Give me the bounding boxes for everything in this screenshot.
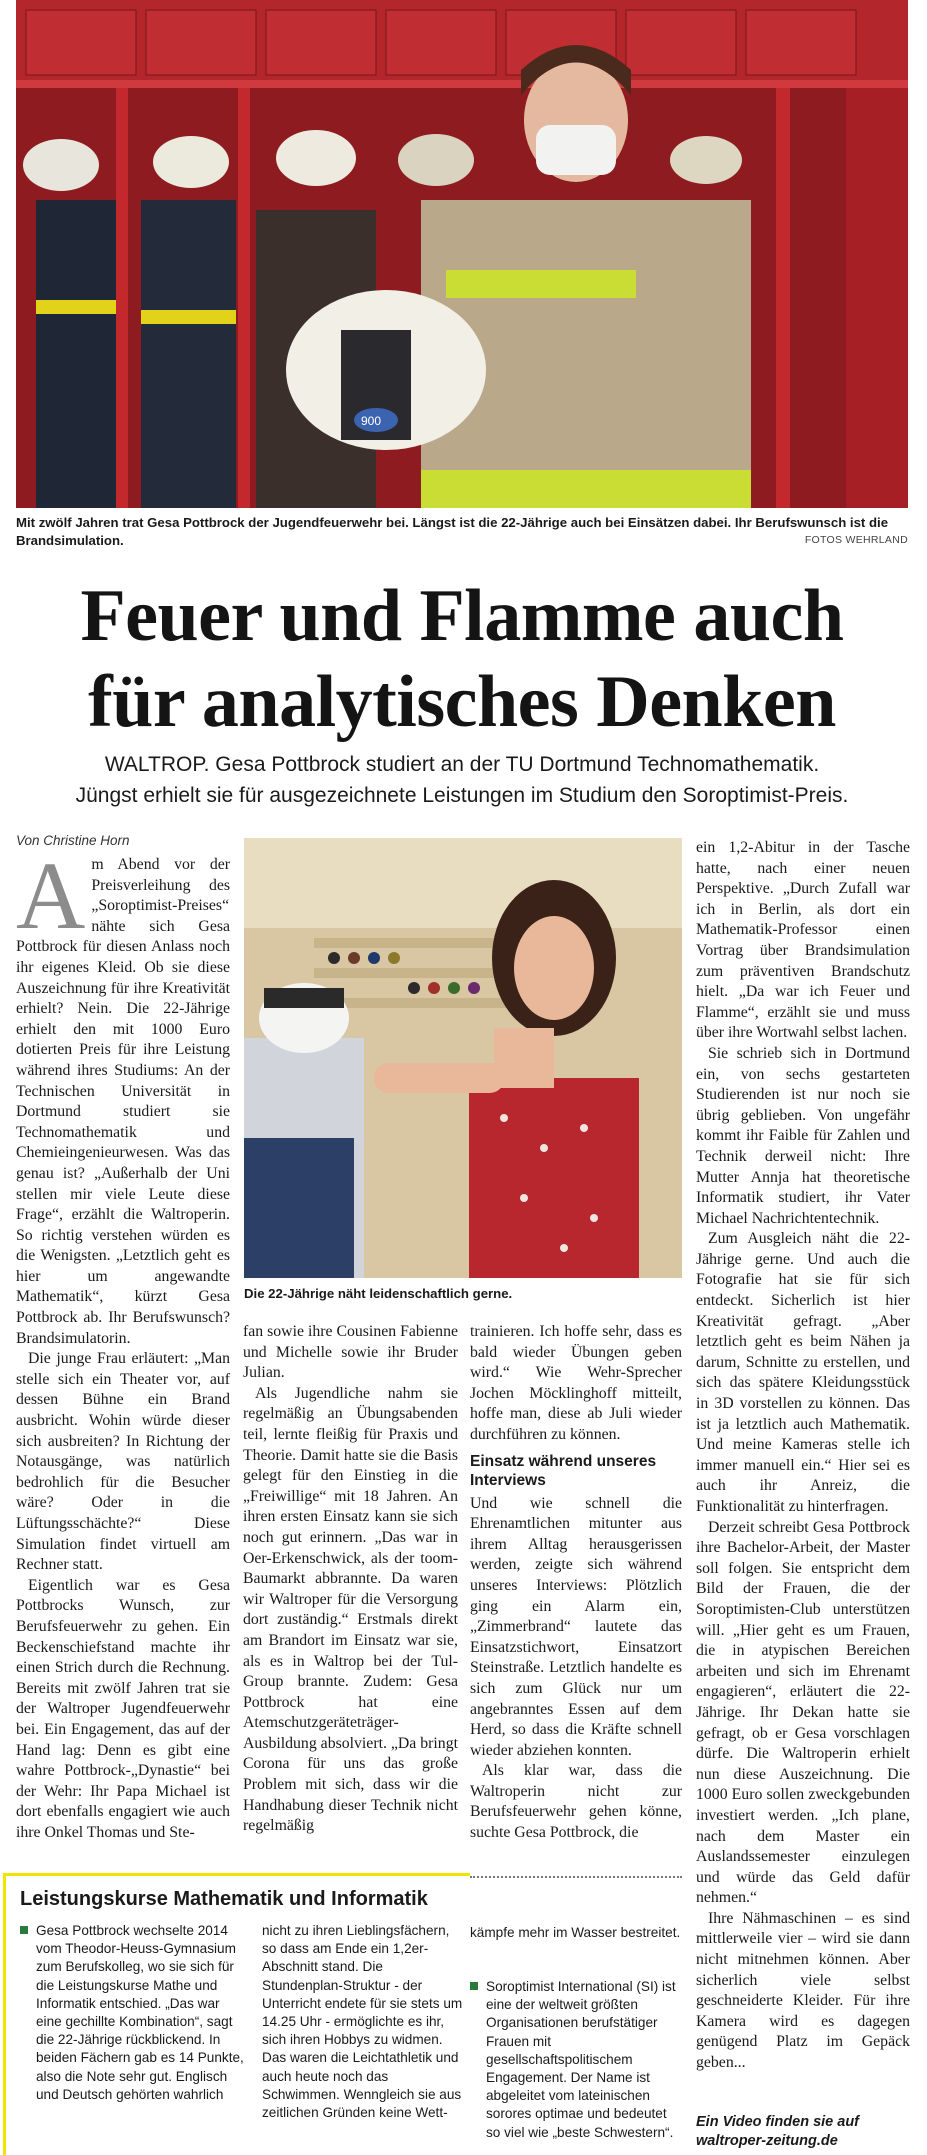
fire-station-photo — [16, 0, 908, 508]
paragraph: Sie schrieb sich in Dortmund ein, von sechs gestarteten Studierenden ist nur noch sie übrig geblieben. Von ungefähr kommt ihr Faible für Zahlen und Technik derweil nicht: Ihre Mutter Annja hat theoretische Informatik studiert, ihr Vater Michael Nachrichtentechnik. — [696, 1044, 910, 1227]
paragraph: Zum Ausgleich näht die 22-Jährige gerne. Und auch die Fotografie hat sie für sich entdeckt. Sicherlich ist hier Kreativität gefragt. „Aber letztlich geht es beim Nähen ja darum, Schnitte zu erstellen, und sich das spätere Kleidungsstück in 3D vorstellen zu können. Das ist ja letztlich auch Mathematik. Und meine Kameras stelle ich immer manuell ein.“ Hier sei es auch ihr Anreiz, die Funktionalität zu hinterfragen. — [696, 1230, 910, 1515]
paragraph: Derzeit schreibt Gesa Pottbrock ihre Bachelor-Arbeit, der Master soll folgen. Sie entspricht dem Bild der Frauen, die der Soroptimisten-Club unterstützen will. „Hier geht es um Frauen, die in atypischen Bereichen arbeiten und sich im Ehrenamt engagieren“, erläutert die 22-Jährige. Ihr Dekan hatte sie gefragt, ob er Gesa vorschlagen dürfe. Die Waltroperin erhielt nun diese Auszeichnung. Die 1000 Euro sollen zweckgebunden investiert werden. „Ich plane, nach dem Master ein Auslandssemester einzulegen und würde das Geld dafür nehmen.“ — [696, 1518, 910, 1907]
video-note-text: Ein Video finden sie auf — [696, 2114, 860, 2130]
paragraph: Die junge Frau erläutert: „Man stelle sich ein Theater vor, auf dessen Bühne ein Brand ausbricht. Wohin würde dieser sich ausbreiten? In Richtung der Notausgänge, was natürlich bedrohlich für die Besucher wäre? Oder in die Lüftungsschächte?“ Diese Simulation findet virtuell am Rechner statt. — [16, 1350, 230, 1574]
interim-heading: Einsatz während unseres Interviews — [470, 1452, 657, 1489]
video-note-link[interactable]: waltroper-zeitung.de — [696, 2132, 838, 2149]
info-text: Soroptimist International (SI) ist eine der weltweit größten Organisationen berufstätiger Frauen mit gesellschaftspolitischem Engagement. Der Name ist abgeleitet vom lateinischen sorores optimae und bedeutet so viel wie „beste Schwestern“. — [486, 1979, 676, 2140]
soroptimist-info — [470, 1978, 682, 2142]
info-text: Gesa Pottbrock wechselte 2014 vom Theodor-Heuss-Gymnasium zum Berufskolleg, wo sie sich für die Leistungskurse Mathe und Informatik entschied. „Das war eine gechillte Kombination“, sagt die 22-Jährige rückblickend. In beiden Fächern gab es 14 Punkte, also die Note sehr gut. Englisch und Deutsch gehörten wahrlich — [36, 1923, 244, 2102]
byline: Von Christine Horn — [16, 833, 130, 848]
paragraph-text: m Abend vor der Preisverleihung des „Soroptimist-Preises“ nähte sich Gesa Pottbrock für diesen Anlass noch ihr eigenes Kleid. Ob sie diese Auszeichnung für ihre Kreativität erhielt? Nein. Die 22-Jährige erhielt den mit 1000 Euro dotierten Preis für ihre Leistung während ihres Studiums: An der Technischen Universität in Dortmund studiert sie Technomathematik und Chemieingenieurwesen. Was das genau ist? „Außerhalb der Uni stellen mir viele Leute diese Frage“, erzählt die Waltroperin. So richtig verstehen würden es die Wenigsten. „Letztlich geht es hier um angewandte Mathematik“, kürzt Gesa Pottbrock ab. Ihr Berufswunsch? Brandsimulatorin. — [16, 856, 230, 1347]
drop-cap: A — [16, 842, 86, 949]
article-column-3 — [470, 1322, 682, 1844]
paragraph: Als Jugendliche nahm sie regelmäßig an Übungsabenden teil, lernte fleißig für Praxis und Theorie. Damit hatte sie die Basis gelegt für den Einstieg in die „Freiwillige“ mit 18 Jahren. An ihren ersten Einsatz kann sie sich noch gut erinnern. „Das war in Oer-Erkenschwick, als der toom-Baumarkt abbrannte. Da waren wir Waltroper für die Versorgung dort zuständig.“ Erstmals direkt am Brandort im Einsatz war sie, als es in Waltrop bei der Tul-Group brannte. Zudem: Gesa Pottbrock hat eine Atemschutzgeräteträger-Ausbildung absolviert. „Da bringt Corona für uns das große Problem mit sich, dass wir die Handhabung dieser Technik nicht regelmäßig — [243, 1384, 458, 1835]
video-note — [696, 2113, 910, 2150]
info-box — [3, 1873, 470, 2155]
article-column-2 — [243, 1322, 458, 1837]
info-box-title: Leistungskurse Mathematik und Informatik — [20, 1888, 428, 1910]
paragraph: fan sowie ihre Cousinen Fabienne und Michelle sowie ihr Bruder Julian. — [243, 1323, 458, 1382]
article-column-4 — [696, 838, 910, 2074]
paragraph: trainieren. Ich hoffe sehr, dass es bald wieder Übungen geben wird.“ Wie Wehr-Sprecher Jochen Möcklinghoff mitteilt, hoffe man, diese ab Juli wieder durchführen zu können. — [470, 1323, 682, 1443]
paragraph: ein 1,2-Abitur in der Tasche hatte, nach einer neuen Perspektive. „Durch Zufall war ich in Berlin, als dort ein Mathematik-Professor einen Vortrag über Brandsimulation zum präventiven Brandschutz hielt. „Da war ich Feuer und Flamme“, erzählt sie und muss über ihre Wortwahl selbst lachen. — [696, 839, 910, 1042]
dotted-divider — [470, 1876, 682, 1878]
paragraph: Ihre Nähmaschinen – es sind mittlerweile vier – wird sie dann nicht mitnehmen können. Aber sicherlich viele selbst geschneiderte Kleider. Für ihre Kamera wird es dagegen genügend Platz im Gepäck geben... — [696, 1909, 910, 2072]
headline-line-2: für analytisches Denken — [88, 661, 836, 743]
headline-line-1: Feuer und Flamme auch — [80, 575, 844, 657]
paragraph: Und wie schnell die Ehrenamtlichen mitunter aus ihrem Alltag herausgerissen werden, zeigte sich während unseres Interviews: Plötzlich ging ein Alarm ein, „Zimmerbrand“ lautete das Einsatzstichwort, Einsatzort Steinstraße. Letztlich handelte es sich zum Glück nur um angebranntes Essen auf dem Herd, so dass die Kräfte schnell wieder abziehen konnten. — [470, 1494, 682, 1759]
subheadline-line-2: Jüngst erhielt sie für ausgezeichnete Leistungen im Studium den Soroptimist-Preis. — [75, 784, 849, 807]
helmet-number: 900 — [361, 414, 382, 428]
info-box-column-1 — [20, 1922, 244, 2104]
article-column-1 — [16, 842, 230, 1844]
bullet-icon — [20, 1926, 28, 1934]
top-photo-caption: Mit zwölf Jahren trat Gesa Pottbrock der Jugendfeuerwehr bei. Längst ist die 22-Jährige auch bei Einsätzen dabei. Ihr Berufswunsch ist die Brandsimulation. — [16, 515, 889, 548]
sewing-illustration — [244, 838, 682, 1278]
sewing-photo — [244, 838, 682, 1278]
paragraph: Eigentlich war es Gesa Pottbrocks Wunsch, zur Berufsfeuerwehr zu gehen. Ein Beckenschiefstand machte ihr einen Strich durch die Rechnung. Bereits mit zwölf Jahren trat sie der Waltroper Jugendfeuerwehr bei. Ein Engagement, das auf der Hand lag: Denn es gibt eine wahre Pottbrock-„Dynastie“ bei der Wehr: Ihr Papa Michael ist dort ebenfalls engagiert wie auch ihre Onkel Thomas und Ste- — [16, 1576, 230, 1841]
mid-photo-caption: Die 22-Jährige näht leidenschaftlich gerne. — [244, 1286, 513, 1301]
paragraph — [16, 842, 230, 1349]
paragraph: Als klar war, dass die Waltroperin nicht zur Berufsfeuerwehr gehen könne, suchte Gesa Pottbrock, die — [470, 1762, 682, 1842]
bullet-icon — [470, 1982, 478, 1990]
info-box-column-3: kämpfe mehr im Wasser bestreitet. — [470, 1925, 681, 1940]
info-box-column-2: nicht zu ihren Lieblingsfächern, so dass am Ende ein 1,2er- Abschnitt stand. Die Stundenplan-Struktur - der Unterricht endete für sie stets um 14.25 Uhr - ermöglichte es ihr, sich ihren Hobbys zu widmen. Das waren die Leichtathletik und auch heute noch das Schwimmen. Wenngleich sie aus zeitlichen Gründen keine Wett- — [262, 1923, 463, 2121]
firefighter-illustration — [16, 0, 908, 508]
subheadline-line-1: WALTROP. Gesa Pottbrock studiert an der TU Dortmund Technomathematik. — [104, 753, 820, 776]
photo-credit: FOTOS WEHRLAND — [804, 534, 908, 546]
